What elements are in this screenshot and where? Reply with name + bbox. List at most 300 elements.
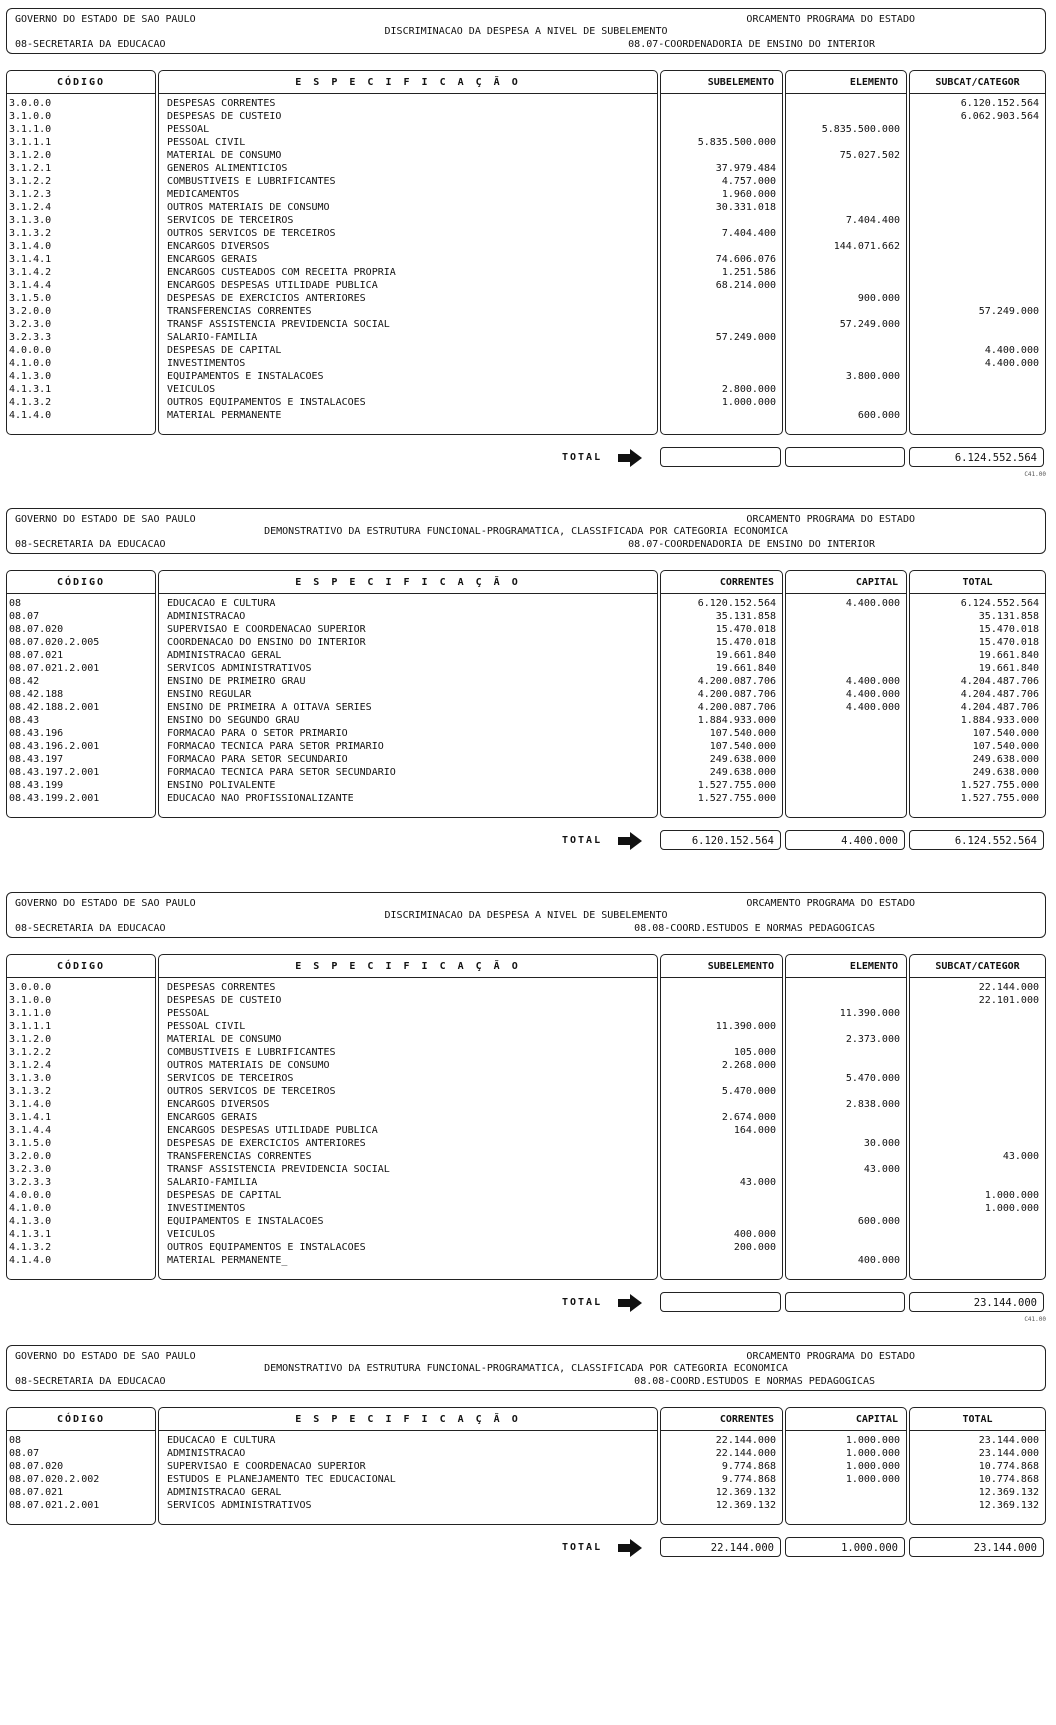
amount-cell — [786, 753, 906, 766]
specification-cell: COMBUSTIVEIS E LUBRIFICANTES — [167, 176, 336, 187]
column-header: CORRENTES — [661, 571, 782, 594]
specification-cell: DESPESAS DE CUSTEIO — [167, 995, 282, 1006]
code-column — [6, 954, 156, 1280]
code-cell: 08.42.188.2.001 — [9, 702, 100, 713]
amount-cell — [661, 123, 782, 136]
code-cell: 08.07.021 — [9, 650, 64, 661]
specification-cell: OUTROS MATERIAIS DE CONSUMO — [167, 1060, 330, 1071]
amount-cell — [910, 1072, 1045, 1085]
code-cell: 3.1.4.0 — [9, 241, 52, 252]
column-cells — [7, 597, 155, 805]
total-row — [6, 1537, 1044, 1559]
amount-cell — [661, 318, 782, 331]
code-cell: 3.1.2.4 — [9, 1060, 52, 1071]
amount-cell: 2.373.000 — [845, 1034, 900, 1045]
amount-cell — [910, 396, 1045, 409]
code-cell: 08.07.021 — [9, 1487, 64, 1498]
amount-cell: 4.400.000 — [984, 345, 1039, 356]
amount-cell — [786, 610, 906, 623]
amount-cell: 2.800.000 — [721, 384, 776, 395]
amount-cell — [786, 636, 906, 649]
code-cell: 3.2.3.0 — [9, 1164, 52, 1175]
amount-cell — [786, 1085, 906, 1098]
code-cell: 3.1.1.1 — [9, 137, 52, 148]
specification-cell: INVESTIMENTOS — [167, 358, 246, 369]
code-cell: 4.0.0.0 — [9, 1190, 52, 1201]
column-header: CORRENTES — [661, 1408, 782, 1431]
code-cell: 4.1.3.2 — [9, 1242, 52, 1253]
code-cell: 4.1.4.0 — [9, 410, 52, 421]
amount-cell — [661, 1150, 782, 1163]
report-title: DEMONSTRATIVO DA ESTRUTURA FUNCIONAL-PROGRAMATICA, CLASSIFICADA POR CATEGORIA ECONOMICA — [264, 1363, 788, 1374]
amount-cell: 107.540.000 — [709, 741, 776, 752]
total-amount-box: 23.144.000 — [909, 1537, 1044, 1557]
amount-cell: 12.369.132 — [978, 1487, 1039, 1498]
data-table — [6, 1407, 1044, 1523]
amount-cell: 600.000 — [857, 410, 900, 421]
amount-cell: 22.144.000 — [715, 1435, 776, 1446]
code-cell: 4.1.0.0 — [9, 358, 52, 369]
column-header: ELEMENTO — [786, 71, 906, 94]
total-amount-box — [660, 447, 781, 467]
code-cell: 3.2.0.0 — [9, 306, 52, 317]
amount-cell: 107.540.000 — [972, 728, 1039, 739]
page-code: C41.00 — [1024, 1316, 1046, 1323]
amount-cell: 11.390.000 — [839, 1008, 900, 1019]
amount-cell — [661, 981, 782, 994]
amount-column-3 — [909, 70, 1046, 435]
amount-cell: 4.200.087.706 — [697, 702, 776, 713]
column-cells — [910, 597, 1045, 805]
amount-cell — [786, 1499, 906, 1512]
amount-cell: 5.470.000 — [721, 1086, 776, 1097]
column-header: ELEMENTO — [786, 955, 906, 978]
amount-column-2 — [785, 70, 907, 435]
code-cell: 4.1.3.1 — [9, 1229, 52, 1240]
code-cell: 08.07.020 — [9, 1461, 64, 1472]
specification-cell: ENCARGOS GERAIS — [167, 1112, 258, 1123]
specification-cell: COMBUSTIVEIS E LUBRIFICANTES — [167, 1047, 336, 1058]
amount-cell: 1.251.586 — [721, 267, 776, 278]
amount-cell: 4.400.000 — [845, 676, 900, 687]
amount-cell: 1.527.755.000 — [960, 793, 1039, 804]
amount-cell — [786, 994, 906, 1007]
amount-cell — [910, 1046, 1045, 1059]
column-header: CÓDIGO — [7, 71, 155, 94]
specification-cell: SUPERVISAO E COORDENACAO SUPERIOR — [167, 624, 366, 635]
specification-cell: FORMACAO PARA O SETOR PRIMARIO — [167, 728, 348, 739]
code-cell: 3.2.3.3 — [9, 1177, 52, 1188]
amount-column-3 — [909, 570, 1046, 818]
amount-cell — [910, 1020, 1045, 1033]
amount-cell — [910, 123, 1045, 136]
amount-cell: 68.214.000 — [715, 280, 776, 291]
amount-cell — [910, 240, 1045, 253]
amount-cell: 12.369.132 — [715, 1487, 776, 1498]
amount-cell: 35.131.858 — [978, 611, 1039, 622]
budget-title: ORCAMENTO PROGRAMA DO ESTADO — [746, 1351, 915, 1362]
amount-cell — [910, 1254, 1045, 1267]
code-cell: 3.1.2.0 — [9, 1034, 52, 1045]
amount-cell — [786, 1241, 906, 1254]
amount-cell: 4.204.487.706 — [960, 702, 1039, 713]
right-arrow-icon — [618, 449, 642, 467]
amount-cell — [786, 1046, 906, 1059]
specification-cell: SERVICOS DE TERCEIROS — [167, 215, 294, 226]
total-amount-box — [785, 447, 905, 467]
amount-cell: 249.638.000 — [709, 754, 776, 765]
amount-cell — [786, 779, 906, 792]
amount-cell: 1.000.000 — [845, 1448, 900, 1459]
amount-cell — [786, 792, 906, 805]
code-cell: 3.1.3.2 — [9, 228, 52, 239]
code-cell: 08.42 — [9, 676, 40, 687]
amount-cell — [661, 240, 782, 253]
amount-cell: 10.774.868 — [978, 1474, 1039, 1485]
amount-cell — [786, 396, 906, 409]
total-amount-box: 6.124.552.564 — [909, 830, 1044, 850]
amount-cell — [910, 292, 1045, 305]
page-code: C41.00 — [1024, 471, 1046, 478]
code-cell: 3.0.0.0 — [9, 982, 52, 993]
amount-cell — [786, 1124, 906, 1137]
amount-cell — [786, 188, 906, 201]
code-cell: 08.07.020 — [9, 624, 64, 635]
government-name: GOVERNO DO ESTADO DE SAO PAULO — [15, 514, 196, 525]
code-cell: 08.07.021.2.001 — [9, 663, 100, 674]
amount-cell — [910, 227, 1045, 240]
right-arrow-icon — [618, 1539, 642, 1557]
amount-cell: 1.884.933.000 — [960, 715, 1039, 726]
total-amount-box: 6.124.552.564 — [909, 447, 1044, 467]
specification-cell: OUTROS EQUIPAMENTOS E INSTALACOES — [167, 1242, 366, 1253]
specification-cell: ADMINISTRACAO — [167, 1448, 246, 1459]
code-cell: 08.43.196 — [9, 728, 64, 739]
code-column — [6, 70, 156, 435]
amount-cell — [661, 1072, 782, 1085]
column-header: SUBCAT/CATEGOR — [910, 955, 1045, 978]
amount-cell — [786, 175, 906, 188]
column-cells — [159, 97, 657, 422]
amount-cell — [786, 201, 906, 214]
column-cells — [7, 1434, 155, 1512]
code-cell: 08.43.197.2.001 — [9, 767, 100, 778]
specification-cell: EDUCACAO E CULTURA — [167, 598, 276, 609]
specification-cell: ENSINO DO SEGUNDO GRAU — [167, 715, 300, 726]
amount-cell: 400.000 — [857, 1255, 900, 1266]
amount-cell: 105.000 — [733, 1047, 776, 1058]
coordination-name: 08.08-COORD.ESTUDOS E NORMAS PEDAGOGICAS — [634, 923, 875, 934]
code-cell: 08.07.021.2.001 — [9, 1500, 100, 1511]
amount-cell: 4.400.000 — [845, 689, 900, 700]
specification-cell: ADMINISTRACAO GERAL — [167, 1487, 282, 1498]
amount-cell — [661, 1163, 782, 1176]
specification-cell: MATERIAL DE CONSUMO — [167, 150, 282, 161]
code-cell: 4.0.0.0 — [9, 345, 52, 356]
amount-cell: 4.757.000 — [721, 176, 776, 187]
amount-cell — [786, 1176, 906, 1189]
amount-cell — [786, 162, 906, 175]
amount-cell: 22.101.000 — [978, 995, 1039, 1006]
specification-cell: EDUCACAO NAO PROFISSIONALIZANTE — [167, 793, 354, 804]
amount-cell — [661, 357, 782, 370]
code-cell: 4.1.3.2 — [9, 397, 52, 408]
amount-cell: 7.404.400 — [721, 228, 776, 239]
specification-cell: VEICULOS — [167, 1229, 216, 1240]
code-cell: 4.1.3.0 — [9, 371, 52, 382]
column-cells — [661, 981, 782, 1267]
amount-cell: 10.774.868 — [978, 1461, 1039, 1472]
amount-cell — [661, 97, 782, 110]
specification-cell: MEDICAMENTOS — [167, 189, 240, 200]
total-amount-box: 23.144.000 — [909, 1292, 1044, 1312]
specification-cell: TRANSFERENCIAS CORRENTES — [167, 306, 312, 317]
secretariat-name: 08-SECRETARIA DA EDUCACAO — [15, 539, 166, 550]
amount-cell — [910, 331, 1045, 344]
specification-cell: PESSOAL CIVIL — [167, 1021, 246, 1032]
amount-cell — [910, 1059, 1045, 1072]
column-header: CAPITAL — [786, 571, 906, 594]
column-header: CÓDIGO — [7, 955, 155, 978]
amount-cell: 144.071.662 — [833, 241, 900, 252]
amount-cell: 7.404.400 — [845, 215, 900, 226]
specification-cell: SERVICOS DE TERCEIROS — [167, 1073, 294, 1084]
total-row — [6, 830, 1044, 852]
code-cell: 3.1.4.2 — [9, 267, 52, 278]
amount-cell — [786, 766, 906, 779]
amount-cell — [661, 1254, 782, 1267]
total-row — [6, 447, 1044, 469]
amount-cell — [661, 1189, 782, 1202]
amount-cell — [910, 1215, 1045, 1228]
amount-cell — [661, 110, 782, 123]
amount-cell: 1.527.755.000 — [960, 780, 1039, 791]
amount-cell — [910, 188, 1045, 201]
amount-cell: 5.835.500.000 — [697, 137, 776, 148]
code-cell: 3.1.2.2 — [9, 176, 52, 187]
amount-cell: 15.470.018 — [978, 624, 1039, 635]
specification-cell: ENSINO POLIVALENTE — [167, 780, 276, 791]
amount-cell — [786, 1189, 906, 1202]
specification-cell: GENEROS ALIMENTICIOS — [167, 163, 288, 174]
specification-cell: ENSINO REGULAR — [167, 689, 252, 700]
amount-cell: 23.144.000 — [978, 1448, 1039, 1459]
budget-title: ORCAMENTO PROGRAMA DO ESTADO — [746, 898, 915, 909]
amount-column-2 — [785, 1407, 907, 1525]
amount-cell — [786, 331, 906, 344]
total-amount-box — [660, 1292, 781, 1312]
column-header: E S P E C I F I C A Ç Ã O — [159, 71, 657, 94]
code-cell: 08.43.199.2.001 — [9, 793, 100, 804]
specification-cell: ENCARGOS DESPESAS UTILIDADE PUBLICA — [167, 1125, 378, 1136]
amount-cell — [786, 136, 906, 149]
amount-cell: 15.470.018 — [978, 637, 1039, 648]
amount-cell — [910, 1085, 1045, 1098]
secretariat-name: 08-SECRETARIA DA EDUCACAO — [15, 1376, 166, 1387]
code-cell: 3.1.1.0 — [9, 1008, 52, 1019]
amount-cell: 200.000 — [733, 1242, 776, 1253]
specification-cell: ENSINO DE PRIMEIRO GRAU — [167, 676, 306, 687]
amount-cell — [910, 1228, 1045, 1241]
amount-cell — [910, 370, 1045, 383]
code-cell: 08.07 — [9, 1448, 40, 1459]
report-section — [0, 508, 1056, 888]
code-cell: 3.1.0.0 — [9, 995, 52, 1006]
amount-cell — [910, 383, 1045, 396]
amount-cell: 11.390.000 — [715, 1021, 776, 1032]
amount-cell: 249.638.000 — [709, 767, 776, 778]
secretariat-name: 08-SECRETARIA DA EDUCACAO — [15, 923, 166, 934]
specification-cell: ADMINISTRACAO GERAL — [167, 650, 282, 661]
amount-cell: 4.200.087.706 — [697, 676, 776, 687]
column-cells — [159, 597, 657, 805]
code-cell: 4.1.3.0 — [9, 1216, 52, 1227]
amount-cell — [786, 1020, 906, 1033]
amount-cell: 22.144.000 — [715, 1448, 776, 1459]
specification-column — [158, 70, 658, 435]
specification-cell: TRANSF ASSISTENCIA PREVIDENCIA SOCIAL — [167, 1164, 390, 1175]
specification-cell: SUPERVISAO E COORDENACAO SUPERIOR — [167, 1461, 366, 1472]
government-name: GOVERNO DO ESTADO DE SAO PAULO — [15, 1351, 196, 1362]
amount-cell — [910, 266, 1045, 279]
amount-cell: 1.000.000 — [845, 1461, 900, 1472]
amount-cell — [786, 97, 906, 110]
specification-cell: FORMACAO TECNICA PARA SETOR PRIMARIO — [167, 741, 384, 752]
secretariat-name: 08-SECRETARIA DA EDUCACAO — [15, 39, 166, 50]
amount-cell: 35.131.858 — [715, 611, 776, 622]
specification-cell: TRANSF ASSISTENCIA PREVIDENCIA SOCIAL — [167, 319, 390, 330]
specification-cell: DESPESAS CORRENTES — [167, 982, 276, 993]
specification-cell: MATERIAL PERMANENTE — [167, 410, 282, 421]
column-header: CÓDIGO — [7, 571, 155, 594]
specification-cell: EQUIPAMENTOS E INSTALACOES — [167, 371, 324, 382]
amount-cell — [786, 357, 906, 370]
data-table — [6, 70, 1044, 433]
amount-cell: 1.000.000 — [845, 1435, 900, 1446]
code-cell: 08 — [9, 1435, 22, 1446]
column-cells — [786, 981, 906, 1267]
amount-cell: 249.638.000 — [972, 754, 1039, 765]
code-cell: 3.1.3.0 — [9, 1073, 52, 1084]
right-arrow-icon — [618, 832, 642, 850]
amount-cell: 43.000 — [739, 1177, 776, 1188]
specification-cell: FORMACAO PARA SETOR SECUNDARIO — [167, 754, 348, 765]
code-cell: 08.43.197 — [9, 754, 64, 765]
specification-cell: ENCARGOS GERAIS — [167, 254, 258, 265]
amount-cell: 164.000 — [733, 1125, 776, 1136]
amount-cell — [786, 714, 906, 727]
column-cells — [661, 1434, 782, 1512]
amount-cell: 4.204.487.706 — [960, 689, 1039, 700]
amount-cell — [910, 149, 1045, 162]
specification-cell: DESPESAS DE EXERCICIOS ANTERIORES — [167, 293, 366, 304]
amount-cell: 74.606.076 — [715, 254, 776, 265]
specification-column — [158, 954, 658, 1280]
column-cells — [159, 1434, 657, 1512]
column-header: SUBELEMENTO — [661, 955, 782, 978]
amount-cell: 6.124.552.564 — [960, 598, 1039, 609]
column-cells — [7, 97, 155, 422]
data-table — [6, 954, 1044, 1278]
code-column — [6, 570, 156, 818]
total-amount-box: 1.000.000 — [785, 1537, 905, 1557]
specification-cell: OUTROS EQUIPAMENTOS E INSTALACOES — [167, 397, 366, 408]
coordination-name: 08.08-COORD.ESTUDOS E NORMAS PEDAGOGICAS — [634, 1376, 875, 1387]
amount-cell — [910, 1007, 1045, 1020]
amount-cell: 600.000 — [857, 1216, 900, 1227]
code-cell: 08.42.188 — [9, 689, 64, 700]
specification-cell: ESTUDOS E PLANEJAMENTO TEC EDUCACIONAL — [167, 1474, 396, 1485]
code-cell: 3.1.5.0 — [9, 1138, 52, 1149]
amount-cell: 1.000.000 — [721, 397, 776, 408]
amount-cell: 4.204.487.706 — [960, 676, 1039, 687]
amount-cell: 107.540.000 — [709, 728, 776, 739]
amount-column-3 — [909, 1407, 1046, 1525]
budget-title: ORCAMENTO PROGRAMA DO ESTADO — [746, 514, 915, 525]
code-cell: 08.43.196.2.001 — [9, 741, 100, 752]
specification-cell: SALARIO-FAMILIA — [167, 332, 258, 343]
column-cells — [7, 981, 155, 1267]
amount-cell — [910, 253, 1045, 266]
amount-cell: 1.527.755.000 — [697, 780, 776, 791]
specification-column — [158, 570, 658, 818]
amount-column-1 — [660, 1407, 783, 1525]
specification-cell: ENCARGOS DESPESAS UTILIDADE PUBLICA — [167, 280, 378, 291]
code-cell: 3.1.2.1 — [9, 163, 52, 174]
specification-cell: COORDENACAO DO ENSINO DO INTERIOR — [167, 637, 366, 648]
code-cell: 3.1.2.3 — [9, 189, 52, 200]
code-cell: 3.2.0.0 — [9, 1151, 52, 1162]
amount-cell: 19.661.840 — [715, 663, 776, 674]
government-name: GOVERNO DO ESTADO DE SAO PAULO — [15, 898, 196, 909]
total-amount-box: 6.120.152.564 — [660, 830, 781, 850]
amount-cell — [786, 1202, 906, 1215]
column-cells — [159, 981, 657, 1267]
amount-cell: 1.000.000 — [984, 1190, 1039, 1201]
specification-cell: DESPESAS DE CAPITAL — [167, 1190, 282, 1201]
total-label: TOTAL — [562, 1542, 603, 1553]
code-cell: 3.1.4.1 — [9, 1112, 52, 1123]
code-cell: 08.07.020.2.002 — [9, 1474, 100, 1485]
amount-column-1 — [660, 570, 783, 818]
amount-cell — [661, 1098, 782, 1111]
amount-cell — [661, 214, 782, 227]
amount-cell — [910, 1137, 1045, 1150]
amount-cell — [910, 1241, 1045, 1254]
report-title: DEMONSTRATIVO DA ESTRUTURA FUNCIONAL-PROGRAMATICA, CLASSIFICADA POR CATEGORIA ECONOMICA — [264, 526, 788, 537]
specification-cell: SERVICOS ADMINISTRATIVOS — [167, 1500, 312, 1511]
amount-cell — [910, 1176, 1045, 1189]
amount-cell: 4.400.000 — [845, 598, 900, 609]
amount-cell — [661, 344, 782, 357]
amount-cell — [786, 1059, 906, 1072]
code-cell: 3.1.1.0 — [9, 124, 52, 135]
code-column — [6, 1407, 156, 1525]
amount-cell — [786, 649, 906, 662]
amount-cell — [786, 727, 906, 740]
amount-cell — [661, 305, 782, 318]
amount-cell — [786, 383, 906, 396]
column-cells — [910, 981, 1045, 1267]
coordination-name: 08.07-COORDENADORIA DE ENSINO DO INTERIOR — [628, 539, 875, 550]
amount-cell — [786, 266, 906, 279]
total-amount-box: 22.144.000 — [660, 1537, 781, 1557]
amount-cell: 43.000 — [863, 1164, 900, 1175]
report-header — [6, 8, 1046, 54]
specification-cell: MATERIAL DE CONSUMO — [167, 1034, 282, 1045]
report-header — [6, 892, 1046, 938]
amount-cell — [786, 981, 906, 994]
